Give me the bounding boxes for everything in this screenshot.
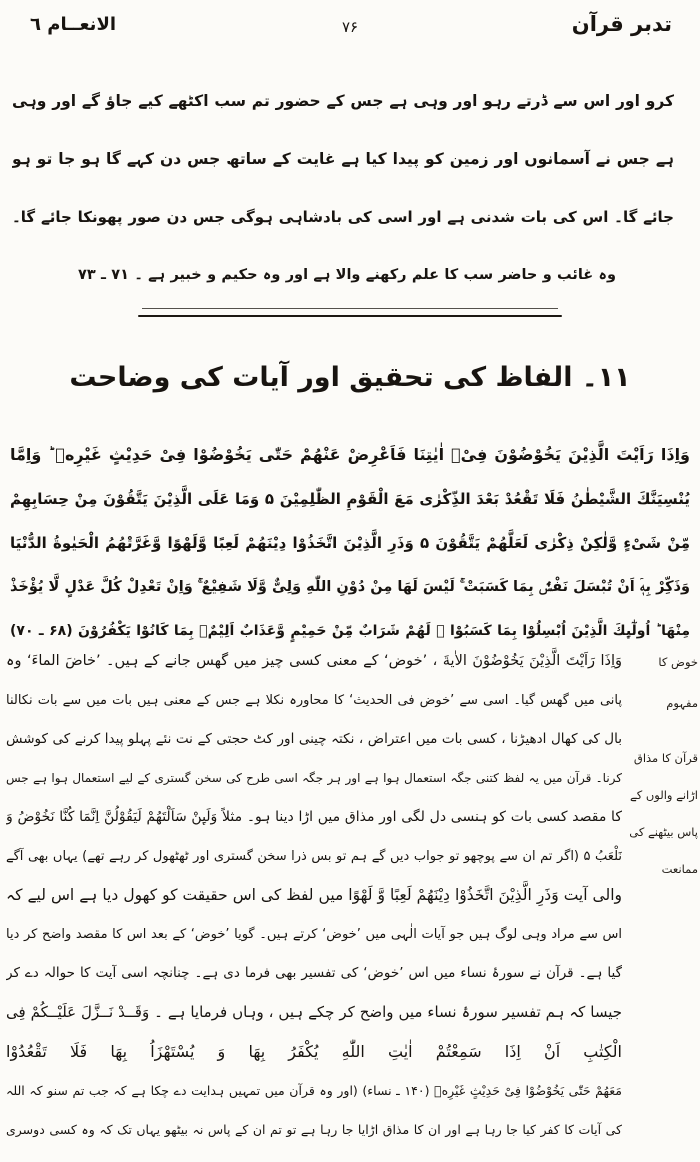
quran-quotation (10, 433, 690, 653)
quran-line: یُنْسِیَنَّكَ الشَّیْطٰنُ فَلَا تَقْعُدْ بَعْدَ الذِّكْرٰی مَعَ الْقَوْمِ الظّٰلِمِیْنَ ۵ وَمَا عَلَی الَّذِیْنَ یَتَّقُوْنَ مِنْ حِسَابِهِمْ (10, 490, 690, 508)
translation-paragraph (12, 72, 674, 304)
commentary-line: جیسا کہ ہم تفسیر سورۂ نساء میں واضح کر چکے ہیں ، وہاں فرمایا ہے ۔ وَقَــدْ نَــزَّلَ عَلَیْــكُمْ فِی (6, 1003, 622, 1021)
translation-line: جائے گا۔ اس کی بات شدنی ہے اور اسی کی بادشاہی ہوگی جس دن صور پھونکا جائے گا۔ (12, 208, 674, 226)
quran-line-text: مِنْهَا ؕ اُولٰٓىِٕكَ الَّذِیْنَ اُبْسِلُوْا بِمَا كَسَبُوْا ۚ لَهُمْ شَرَابٌ مِّنْ حَمِیْمٍ وَّعَذَابٌ اَلِیْمٌۢ بِمَا كَانُوْا یَكْفُرُوْنَ (78, 623, 690, 639)
commentary (6, 642, 622, 1149)
commentary-line: گیا ہے۔ قرآن نے سورۂ نساء میں اس ’خوض‘ کی تفسیر بھی فرما دی ہے۔ چنانچہ اسی آیت کا حوالہ دے کر (6, 965, 622, 981)
commentary-line: بال کی کھال ادھیڑنا ، کسی بات میں اعتراض ، نکتہ چینی اور کٹ حجتی کے نت نئے پہلو پیدا کرنے کی کوشش (6, 731, 622, 747)
commentary-line: کی آیات کا کفر کیا جا رہا ہے اور ان کا مذاق اڑایا جا رہا ہے تو تم ان کے پاس نہ بیٹھو یہاں تک کہ وہ کسی دوسری (6, 1122, 622, 1137)
commentary-line: پانی میں گھس گیا۔ اسی سے ’خوض فی الحدیث‘ کا محاورہ نکلا ہے جس کے معنی ہیں بات میں سے بات نکالنا (6, 693, 622, 708)
quran-line: وَاِذَا رَاَیْتَ الَّذِیْنَ یَخُوْضُوْنَ فِیْۤ اٰیٰتِنَا فَاَعْرِضْ عَنْهُمْ حَتّٰی یَخُوْضُوْا فِیْ حَدِیْثٍ غَیْرِهٖ ؕ وَاِمَّا (10, 445, 690, 464)
margin-note: خوض کا مفہوم (658, 655, 698, 710)
section-heading: ۱۱۔ الفاظ کی تحقیق اور آیات کی وضاحت (69, 362, 631, 393)
translation-line: ہے جس نے آسمانوں اور زمین کو پیدا کیا ہے غایت کے ساتھ جس دن کہے گا ہو جا تو ہو (12, 150, 674, 168)
commentary-line: مَعَهُمْ حَتّٰی یَخُوْضُوْا فِیْ حَدِیْثٍ غَیْرِهٖ (۱۴۰ ـ نساء) (اور وہ قرآن میں تمہیں ہدایت دے چکا ہے کہ جب تم سنو کہ اللہ (6, 1083, 622, 1098)
translation-line (78, 246, 616, 304)
surah-title: الانعــام ٦ (30, 14, 117, 35)
quran-line: وَذَكِّرْ بِهٖۤ اَنْ تُبْسَلَ نَفْسٌۢ بِمَا كَسَبَتْ ۚ لَیْسَ لَهَا مِنْ دُوْنِ اللّٰهِ وَلِیٌّ وَّلَا شَفِیْعٌ ۚ وَاِنْ تَعْدِلْ كُلَّ عَدْلٍ لَّا یُؤْخَذْ (10, 579, 690, 595)
commentary-line: الْكِتٰبِ اَنْ اِذَا سَمِعْتُمْ اٰیٰتِ اللّٰهِ یُكْفَرُ بِهَا وَ یُسْتَهْزَاُ بِهَا فَلَا تَقْعُدُوْا (6, 1042, 622, 1061)
verse-citation: ۷۱ ـ ۷۳ (78, 267, 129, 283)
separator-rule-top (142, 308, 558, 309)
quran-line: مِّنْ شَیْءٍ وَّلٰكِنْ ذِكْرٰی لَعَلَّهُمْ یَتَّقُوْنَ ۵ وَذَرِ الَّذِیْنَ اتَّخَذُوْا دِیْنَهُمْ لَعِبًا وَّلَهْوًا وَّغَرَّتْهُمُ الْحَیٰوةُ الدُّنْیَا (10, 534, 690, 552)
translation-line-text: وہ غائب و حاضر سب کا علم رکھنے والا ہے اور وہ حکیم و خبیر ہے ۔ (134, 267, 616, 283)
page-number: ۷۶ (341, 18, 359, 36)
commentary-line: کرنا۔ قرآن میں یہ لفظ کتنی جگہ استعمال ہوا ہے اور ہر جگہ اسی طرح کی سخن گستری کے لیے استعمال ہوا ہے جس (6, 771, 622, 785)
translation-line: کرو اور اس سے ڈرتے رہو اور وہی ہے جس کے حضور تم سب اکٹھے کیے جاؤ گے اور وہی (12, 92, 674, 110)
commentary-line: اس سے مراد وہی لوگ ہیں جو آیات الٰہی میں ’خوض‘ کرتے ہیں۔ گویا ’خوض‘ کے بعد اس کا مقصد واضح کر دیا (6, 927, 622, 942)
commentary-line: کا مقصد کسی بات کو ہنسی دل لگی اور مذاق میں اڑا دینا ہو۔ مثلاً وَلَىِٕنْ سَاَلْتَهُمْ لَیَقُوْلُنَّ اِنَّمَا كُنَّا نَخُوْضُ وَ (6, 809, 622, 825)
commentary-line: والی آیت وَذَرِ الَّذِیْنَ اتَّخَذُوْا دِیْنَهُمْ لَعِبًا وَّ لَهْوًا میں لفظ کی اس حقیقت کو کھول دیا ہے اس لیے کہ (6, 886, 622, 904)
margin-note: قرآن کا مذاق اڑانے والوں کے پاس بیٹھنے کی ممانعت (629, 751, 698, 876)
commentary-line: نَلْعَبُ ۵ (اگر تم ان سے پوچھو تو جواب دیں گے ہم تو بس ذرا سخن گستری اور ٹھٹھول کر رہے تھے) یہاں بھی آگے (6, 849, 622, 864)
page-header (0, 10, 700, 48)
book-title: تدبر قرآن (571, 12, 672, 36)
verse-reference: (۶۸ ـ ۷۰) (10, 623, 73, 639)
separator-rule-bottom (138, 315, 562, 317)
commentary-line: وَاِذَا رَاَیْتَ الَّذِیْنَ یَخُوْضُوْنَ الاٰیةَ ، ’خوض‘ کے معنی کسی چیز میں گھس جانے کے ہیں۔ ’خاضَ الماءَ‘ وہ (6, 653, 622, 669)
